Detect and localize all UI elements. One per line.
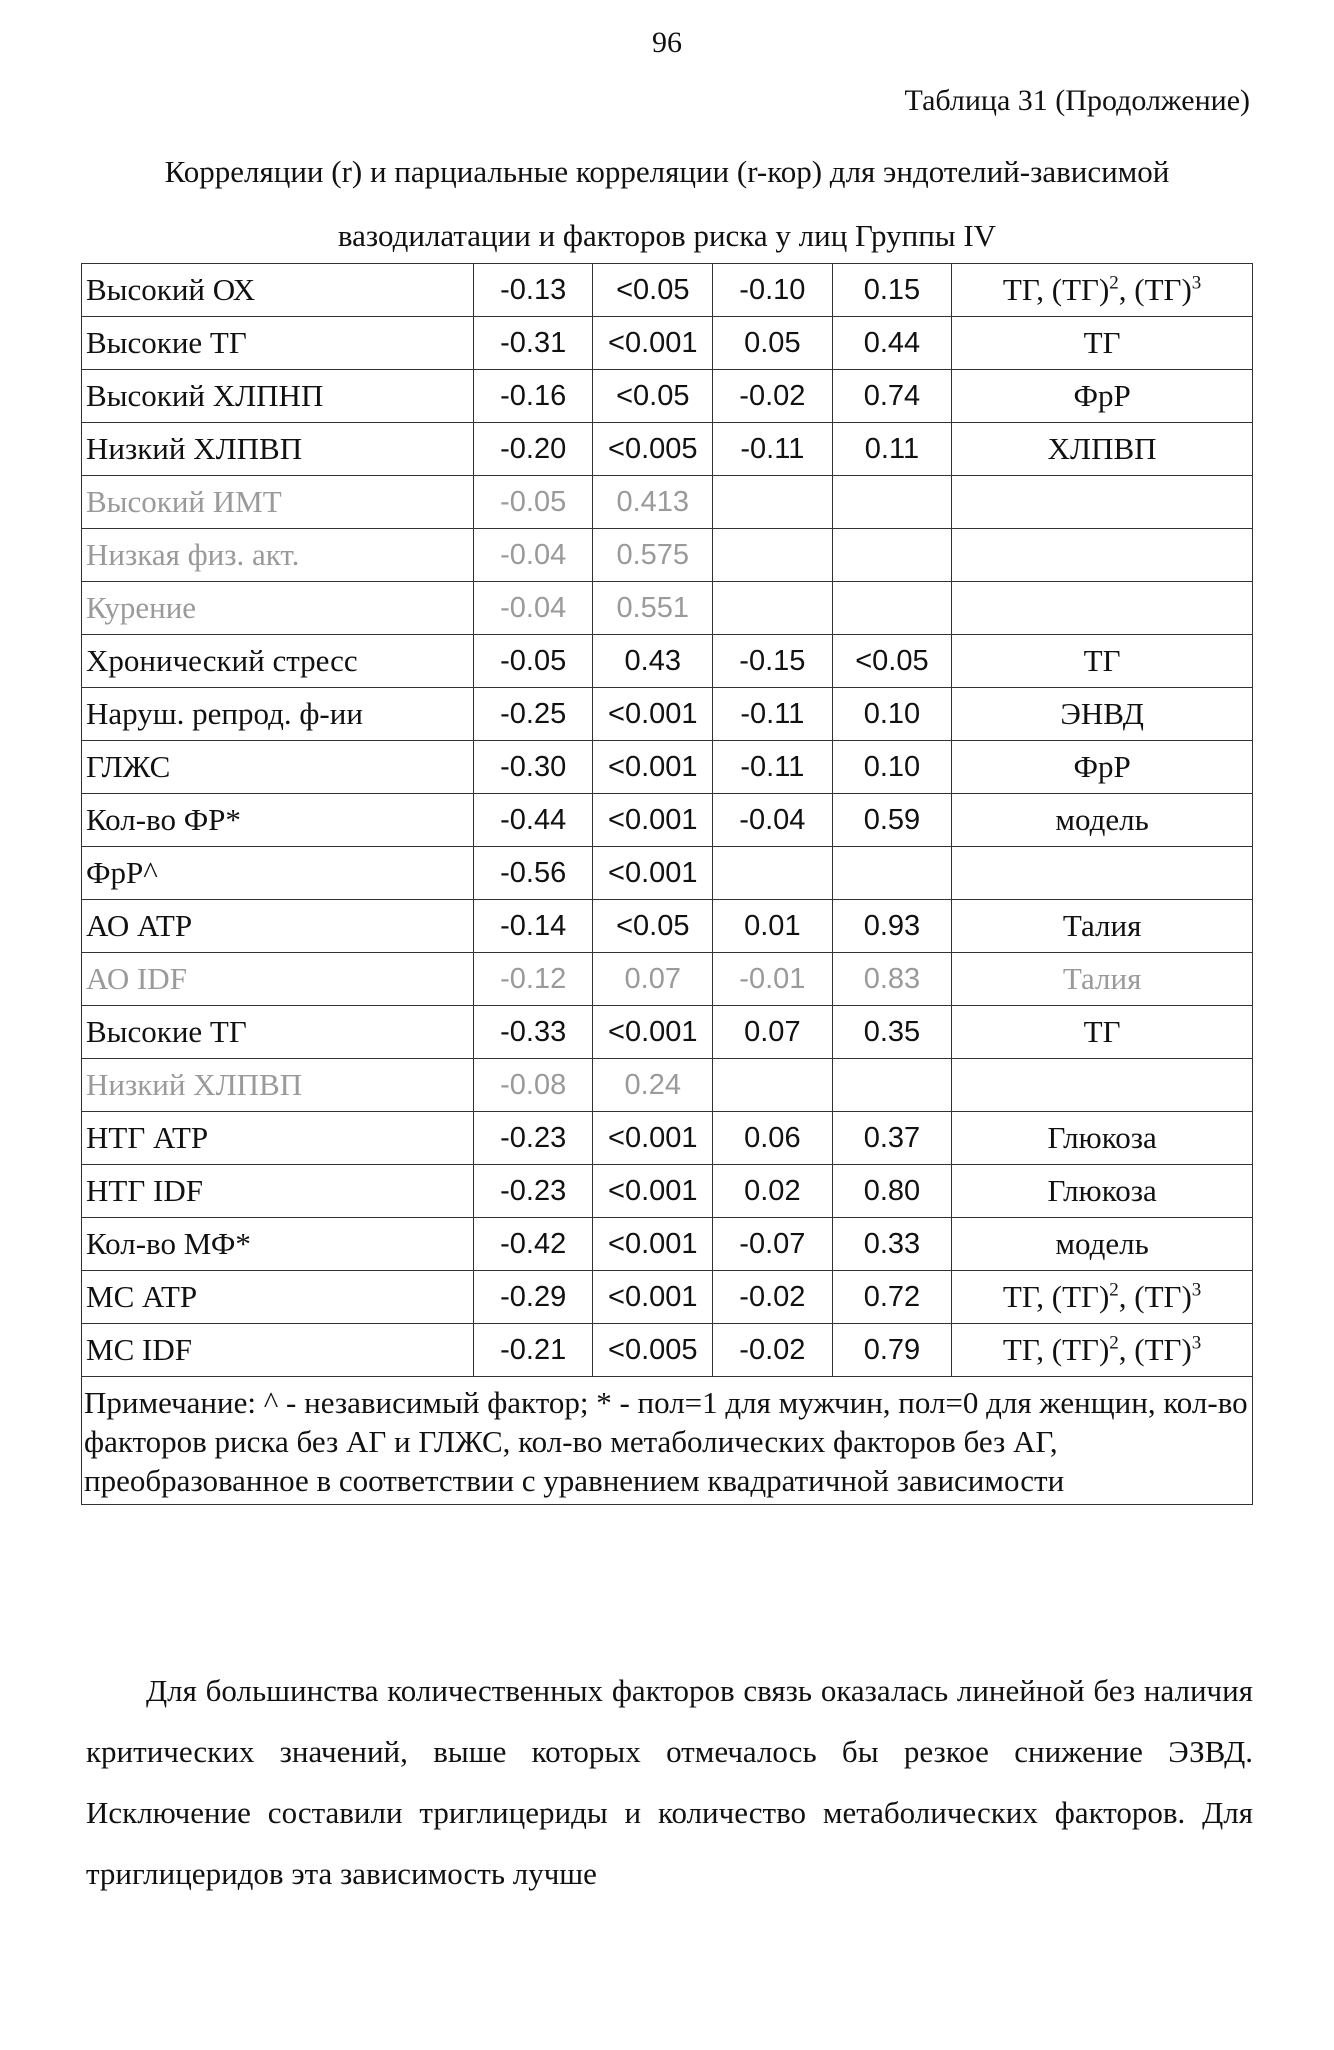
adjustment-text: ФрР [1073,749,1131,784]
adjustment-text: , (ТГ) [1118,1332,1192,1367]
adjustment-text: ТГ [1083,643,1121,678]
adjustment-cell [952,423,1253,476]
factor-cell: МС ATP [82,1271,474,1324]
adjustment-cell [952,953,1253,1006]
adjustment-text: ФрР [1073,378,1131,413]
r-cell: -0.04 [473,582,593,635]
table-row [82,1165,1253,1218]
table-row [82,900,1253,953]
factor-cell: Низкий ХЛПВП [82,1059,474,1112]
adjustment-cell [952,1059,1253,1112]
r-kor-cell: -0.02 [713,370,833,423]
p-cell: <0.001 [593,1006,713,1059]
r-kor-cell [713,582,833,635]
r-kor-cell: -0.02 [713,1324,833,1377]
r-kor-cell: -0.10 [713,264,833,317]
p-cell: <0.001 [593,688,713,741]
adjustment-text: ТГ, (ТГ) [1002,272,1110,307]
adjustment-text: Талия [1062,908,1142,943]
body-paragraph: Для большинства количественных факторов связь оказалась линейной без наличия критических значений, выше которых отмечалось бы резкое снижение ЭЗВД. Исключение составили триглицериды и количество метаболических факторов. Для триглицеридов эта зависимость лучше [86,1673,1253,1891]
adjustment-cell [952,635,1253,688]
p-kor-cell: 0.79 [832,1324,952,1377]
factor-cell: Кол-во ФР* [82,794,474,847]
p-cell: 0.24 [593,1059,713,1112]
factor-cell: НТГ IDF [82,1165,474,1218]
adjustment-cell [952,1112,1253,1165]
table-body [82,264,1253,1377]
r-cell: -0.31 [473,317,593,370]
p-kor-cell: 0.93 [832,900,952,953]
p-cell: <0.001 [593,847,713,900]
adjustment-cell [952,529,1253,582]
r-cell: -0.13 [473,264,593,317]
p-cell: 0.07 [593,953,713,1006]
note-row [82,1377,1253,1505]
adjustment-cell [952,1006,1253,1059]
r-kor-cell: -0.07 [713,1218,833,1271]
r-cell: -0.30 [473,741,593,794]
adjustment-text: Глюкоза [1047,1173,1157,1208]
p-kor-cell [832,582,952,635]
p-kor-cell [832,847,952,900]
factor-cell: АО IDF [82,953,474,1006]
r-kor-cell: 0.02 [713,1165,833,1218]
adjustment-cell [952,741,1253,794]
p-kor-cell: 0.10 [832,741,952,794]
r-cell: -0.29 [473,1271,593,1324]
p-kor-cell: 0.15 [832,264,952,317]
p-kor-cell: 0.80 [832,1165,952,1218]
factor-cell: Курение [82,582,474,635]
exponent: 2 [1109,272,1119,294]
r-cell: -0.33 [473,1006,593,1059]
p-kor-cell: 0.59 [832,794,952,847]
factor-cell: Высокие ТГ [82,317,474,370]
adjustment-text: модель [1055,802,1149,837]
p-kor-cell [832,476,952,529]
p-kor-cell: 0.72 [832,1271,952,1324]
r-kor-cell: -0.04 [713,794,833,847]
p-cell: 0.551 [593,582,713,635]
r-kor-cell [713,476,833,529]
table-row [82,1006,1253,1059]
table-row [82,741,1253,794]
r-kor-cell: -0.11 [713,741,833,794]
p-cell: 0.575 [593,529,713,582]
r-cell: -0.04 [473,529,593,582]
p-kor-cell: 0.83 [832,953,952,1006]
p-cell: <0.001 [593,1218,713,1271]
table-row [82,953,1253,1006]
exponent: 3 [1191,1279,1202,1301]
table-row [82,1218,1253,1271]
adjustment-cell [952,794,1253,847]
table-row [82,582,1253,635]
adjustment-cell [952,264,1253,317]
page-number: 96 [652,26,682,59]
adjustment-text: ХЛПВП [1047,431,1157,466]
r-cell: -0.08 [473,1059,593,1112]
r-cell: -0.05 [473,476,593,529]
r-kor-cell: -0.11 [713,688,833,741]
r-cell: -0.21 [473,1324,593,1377]
adjustment-cell [952,476,1253,529]
r-kor-cell [713,1059,833,1112]
table-row [82,476,1253,529]
factor-cell: Хронический стресс [82,635,474,688]
factor-cell: ГЛЖС [82,741,474,794]
p-cell: <0.001 [593,741,713,794]
factor-cell: Наруш. репрод. ф-ии [82,688,474,741]
table-caption: Корреляции (r) и парциальные корреляции (r-кор) для эндотелий-зависимой вазодилатации и факторов риска у лиц Группы IV [164,154,1170,253]
adjustment-text: Глюкоза [1047,1120,1157,1155]
r-kor-cell [713,847,833,900]
p-cell: <0.001 [593,1271,713,1324]
p-cell: <0.005 [593,423,713,476]
exponent: 2 [1109,1279,1119,1301]
table-row [82,847,1253,900]
exponent: 2 [1109,1332,1119,1354]
r-cell: -0.56 [473,847,593,900]
p-kor-cell: 0.11 [832,423,952,476]
adjustment-cell [952,317,1253,370]
p-cell: <0.001 [593,1112,713,1165]
p-kor-cell: 0.35 [832,1006,952,1059]
p-kor-cell: 0.10 [832,688,952,741]
p-cell: <0.05 [593,370,713,423]
factor-cell: Высокий ОХ [82,264,474,317]
p-kor-cell [832,529,952,582]
table-row [82,264,1253,317]
p-kor-cell: 0.44 [832,317,952,370]
table-label: Таблица 31 (Продолжение) [904,84,1250,117]
factor-cell: Кол-во МФ* [82,1218,474,1271]
p-kor-cell: <0.05 [832,635,952,688]
adjustment-text: модель [1055,1226,1149,1261]
r-kor-cell: -0.11 [713,423,833,476]
table-row [82,1324,1253,1377]
p-cell: <0.05 [593,900,713,953]
r-kor-cell: 0.07 [713,1006,833,1059]
adjustment-cell [952,1218,1253,1271]
factor-cell: АО ATP [82,900,474,953]
p-kor-cell: 0.37 [832,1112,952,1165]
factor-cell: МС IDF [82,1324,474,1377]
table-row [82,423,1253,476]
table-row [82,1059,1253,1112]
exponent: 3 [1191,1332,1202,1354]
factor-cell: Высокий ХЛПНП [82,370,474,423]
p-cell: <0.001 [593,317,713,370]
adjustment-text: , (ТГ) [1118,272,1192,307]
r-cell: -0.14 [473,900,593,953]
adjustment-cell [952,847,1253,900]
table-note: Примечание: ^ - независимый фактор; * - пол=1 для мужчин, пол=0 для женщин, кол-во факторов риска без АГ и ГЛЖС, кол-во метаболических факторов без АГ, преобразованное в соответствии с уравнением квадратичной зависимости [82,1377,1253,1505]
correlation-table [81,263,1253,1505]
p-cell: <0.001 [593,794,713,847]
p-cell: <0.005 [593,1324,713,1377]
adjustment-cell [952,582,1253,635]
table-row [82,688,1253,741]
adjustment-text: ТГ [1083,325,1121,360]
r-cell: -0.23 [473,1112,593,1165]
r-kor-cell: -0.02 [713,1271,833,1324]
adjustment-text: ЭНВД [1060,696,1144,731]
table-row [82,1112,1253,1165]
factor-cell: НТГ ATP [82,1112,474,1165]
table-row [82,317,1253,370]
p-cell: <0.05 [593,264,713,317]
adjustment-text: ТГ, (ТГ) [1002,1332,1110,1367]
adjustment-text: ТГ [1083,1014,1121,1049]
exponent: 3 [1191,272,1202,294]
adjustment-text: ТГ, (ТГ) [1002,1279,1110,1314]
r-cell: -0.20 [473,423,593,476]
adjustment-cell [952,370,1253,423]
r-kor-cell: 0.05 [713,317,833,370]
r-cell: -0.16 [473,370,593,423]
adjustment-cell [952,1271,1253,1324]
r-cell: -0.25 [473,688,593,741]
p-cell: 0.43 [593,635,713,688]
p-kor-cell: 0.74 [832,370,952,423]
r-cell: -0.05 [473,635,593,688]
adjustment-cell [952,1165,1253,1218]
factor-cell: Высокие ТГ [82,1006,474,1059]
table-row [82,1271,1253,1324]
p-cell: 0.413 [593,476,713,529]
r-cell: -0.23 [473,1165,593,1218]
r-kor-cell [713,529,833,582]
r-cell: -0.42 [473,1218,593,1271]
p-cell: <0.001 [593,1165,713,1218]
factor-cell: Низкий ХЛПВП [82,423,474,476]
adjustment-text: , (ТГ) [1118,1279,1192,1314]
table-row [82,794,1253,847]
r-cell: -0.12 [473,953,593,1006]
factor-cell: Низкая физ. акт. [82,529,474,582]
r-kor-cell: -0.15 [713,635,833,688]
table-row [82,529,1253,582]
r-cell: -0.44 [473,794,593,847]
r-kor-cell: 0.01 [713,900,833,953]
table-row [82,370,1253,423]
factor-cell: Высокий ИМТ [82,476,474,529]
table-row [82,635,1253,688]
factor-cell: ФрР^ [82,847,474,900]
adjustment-cell [952,688,1253,741]
adjustment-cell [952,1324,1253,1377]
adjustment-text: Талия [1062,961,1142,996]
r-kor-cell: -0.01 [713,953,833,1006]
r-kor-cell: 0.06 [713,1112,833,1165]
p-kor-cell [832,1059,952,1112]
p-kor-cell: 0.33 [832,1218,952,1271]
adjustment-cell [952,900,1253,953]
